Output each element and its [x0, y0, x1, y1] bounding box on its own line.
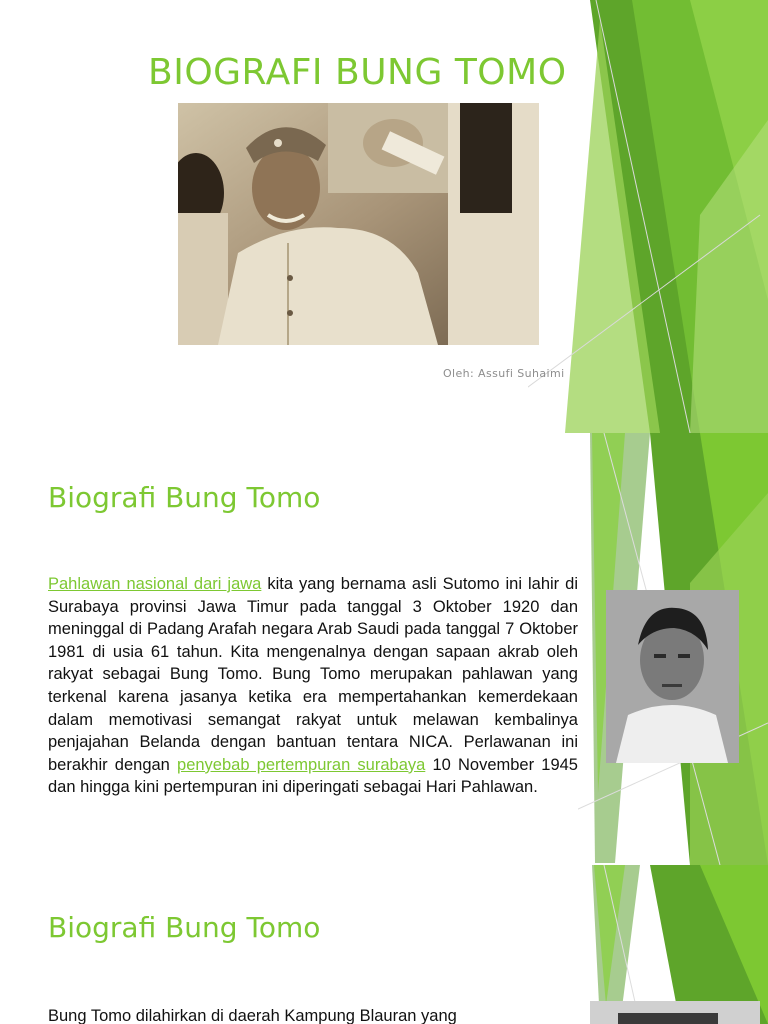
title-slide — [0, 0, 768, 433]
paragraph-text-2: 10 November 1945 dan hingga kini pertempuran ini diperingati sebagai Hari Pahlawan. — [48, 755, 578, 797]
slide-heading: Biografi Bung Tomo — [48, 911, 321, 944]
pertempuran-surabaya-link[interactable]: penyebab pertempuran surabaya — [177, 755, 426, 774]
bung-tomo-photo — [590, 1001, 760, 1024]
biography-paragraph: Bung Tomo dilahirkan di daerah Kampung Blauran yang — [48, 1007, 457, 1024]
author-credit: Oleh: Assufi Suhaimi — [443, 367, 565, 380]
paragraph-text-1: kita yang bernama asli Sutomo ini lahir di Surabaya provinsi Jawa Timur pada tanggal 3 Oktober 1920 dan meninggal di Padang Arafah negara Arab Saudi pada tanggal 7 Oktober 1981 di usia 61 tahun. Kita mengenalnya dengan sapaan akrab oleh rakyat sebagai Bung Tomo. Bung Tomo merupakan pahlawan yang terkenal karena jasanya ketika era mempertahankan kemerdekaan dalam memotivasi semangat rakyat untuk melawan kembalinya penjajahan Belanda dengan bantuan tentara NICA. Perlawanan ini berakhir dengan — [48, 575, 579, 774]
pahlawan-nasional-link[interactable]: Pahlawan nasional dari jawa — [48, 575, 262, 593]
bung-tomo-portrait-photo — [606, 590, 739, 763]
content-slide-1 — [0, 433, 768, 865]
slide-title: BIOGRAFI BUNG TOMO — [148, 52, 567, 93]
content-slide-2 — [0, 865, 768, 1024]
biography-paragraph — [48, 573, 578, 799]
slide-heading: Biografi Bung Tomo — [48, 481, 321, 514]
bung-tomo-group-photo — [178, 103, 539, 345]
